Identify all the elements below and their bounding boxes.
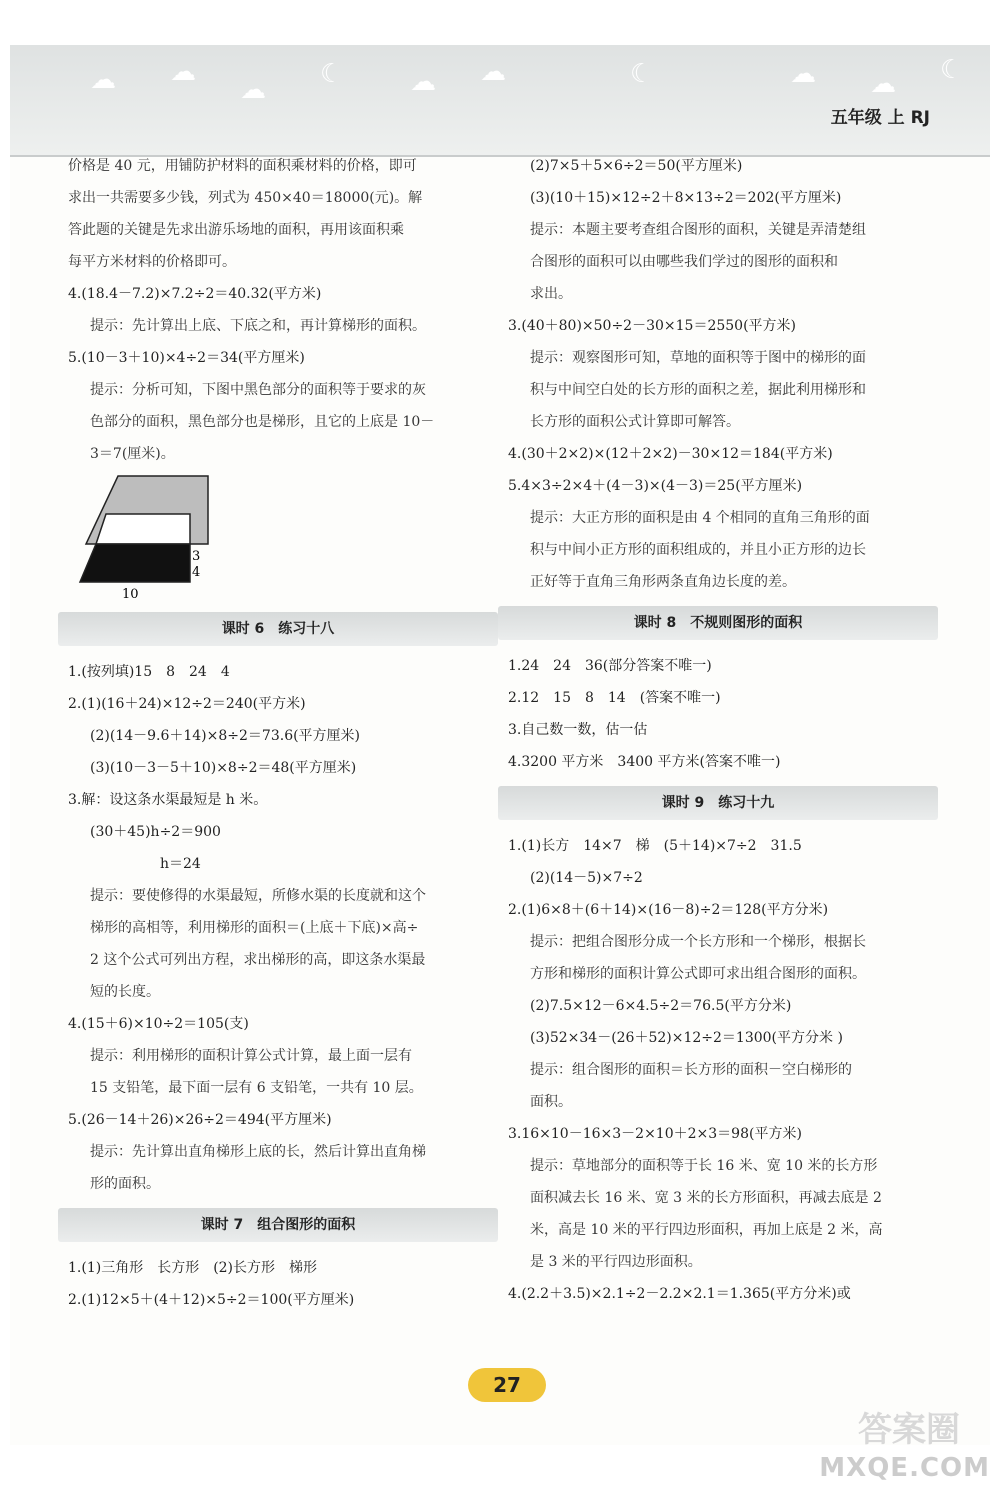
grade-label: 五年级 上 RJ: [830, 108, 930, 128]
hint-line: 提示：分析可知，下图中黑色部分的面积等于要求的灰: [90, 382, 426, 398]
hint-line: 提示：草地部分的面积等于长 16 米、宽 10 米的长方形: [530, 1158, 878, 1174]
answer-line: 3.自己数一数，估一估: [508, 722, 648, 738]
label-10: 10: [122, 587, 139, 602]
moon-icon: ☾: [320, 59, 344, 89]
answer-line: 4.(30＋2×2)×(12＋2×2)－30×12＝184(平方米): [508, 446, 833, 462]
page-header: [10, 45, 990, 157]
hint-line: 短的长度。: [90, 984, 160, 1000]
answer-line: 3.解：设这条水渠最短是 h 米。: [68, 792, 268, 808]
watermark-logo: 答案圈: [858, 1410, 960, 1450]
left-column: [68, 150, 498, 1316]
black-trapezoid: [80, 544, 190, 582]
hint-line: 梯形的高相等，利用梯形的面积＝(上底＋下底)×高÷: [90, 920, 419, 936]
trapezoid-diagram: [78, 474, 248, 604]
cloud-icon: ☁: [410, 67, 436, 97]
white-trapezoid: [96, 514, 190, 544]
hint-line: 提示：先计算出直角梯形上底的长，然后计算出直角梯: [90, 1144, 426, 1160]
trapezoid-figure: [78, 474, 498, 604]
answer-line: 2.(1)6×8＋(6＋14)×(16－8)÷2＝128(平方分米): [508, 902, 829, 918]
right-column: [508, 150, 938, 1310]
hint-line: 米，高是 10 米的平行四边形面积，再加上底是 2 米，高: [530, 1222, 883, 1238]
cloud-icon: ☁: [790, 59, 816, 89]
moon-icon: ☾: [940, 55, 964, 85]
hint-line: 面积。: [530, 1094, 572, 1110]
section-header: 课时 9 练习十九: [498, 786, 938, 820]
answer-line: 1.(1)三角形 长方形 (2)长方形 梯形: [68, 1260, 318, 1276]
cloud-icon: ☁: [240, 75, 266, 105]
answer-line: (30＋45)h÷2＝900: [90, 824, 221, 840]
answer-line: h＝24: [90, 856, 201, 872]
answer-line: (3)(10＋15)×12÷2＋8×13÷2＝202(平方厘米): [530, 190, 842, 206]
answer-line: 2.(1)(16＋24)×12÷2＝240(平方米): [68, 696, 306, 712]
cloud-icon: ☁: [90, 65, 116, 95]
hint-line: 提示：观察图形可知，草地的面积等于图中的梯形的面: [530, 350, 866, 366]
hint-line: 色部分的面积，黑色部分也是梯形，且它的上底是 10－: [90, 414, 435, 430]
answer-line: 4.(15＋6)×10÷2＝105(支): [68, 1016, 249, 1032]
hint-line: 积与中间空白处的长方形的面积之差，据此利用梯形和: [530, 382, 866, 398]
hint-line: 求出一共需要多少钱，列式为 450×40＝18000(元)。解: [68, 190, 423, 206]
answer-line: 2.(1)12×5＋(4＋12)×5÷2＝100(平方厘米): [68, 1292, 355, 1308]
hint-line: 长方形的面积公式计算即可解答。: [530, 414, 740, 430]
answer-line: 4.(2.2＋3.5)×2.1÷2－2.2×2.1＝1.365(平方分米)或: [508, 1286, 851, 1302]
answer-line: (2)(14－5)×7÷2: [530, 870, 643, 886]
hint-line: 答此题的关键是先求出游乐场地的面积，再用该面积乘: [68, 222, 404, 238]
answer-line: (3)(10－3－5＋10)×8÷2＝48(平方厘米): [90, 760, 357, 776]
answer-line: 4.3200 平方米 3400 平方米(答案不唯一): [508, 754, 781, 770]
hint-line: 提示：大正方形的面积是由 4 个相同的直角三角形的面: [530, 510, 870, 526]
hint-line: 提示：把组合图形分成一个长方形和一个梯形，根据长: [530, 934, 866, 950]
answer-line: (3)52×34－(26＋52)×12÷2＝1300(平方分米 ): [530, 1030, 843, 1046]
answer-line: 1.(1)长方 14×7 梯 (5＋14)×7÷2 31.5: [508, 838, 802, 854]
section-header: 课时 8 不规则图形的面积: [498, 606, 938, 640]
hint-line: 提示：先计算出上底、下底之和，再计算梯形的面积。: [90, 318, 426, 334]
hint-line: 提示：本题主要考查组合图形的面积，关键是弄清楚组: [530, 222, 866, 238]
answer-line: (2)(14－9.6＋14)×8÷2＝73.6(平方厘米): [90, 728, 361, 744]
answer-line: 4.(18.4－7.2)×7.2÷2＝40.32(平方米): [68, 286, 322, 302]
page-number: 27: [468, 1368, 546, 1402]
answer-line: 3.(40＋80)×50÷2－30×15＝2550(平方米): [508, 318, 797, 334]
hint-line: 提示：组合图形的面积＝长方形的面积－空白梯形的: [530, 1062, 852, 1078]
hint-line: 求出。: [530, 286, 572, 302]
hint-line: 合图形的面积可以由哪些我们学过的图形的面积和: [530, 254, 838, 270]
hint-line: 每平方米材料的价格即可。: [68, 254, 236, 270]
hint-line: 2 这个公式可列出方程，求出梯形的高，即这条水渠最: [90, 952, 426, 968]
hint-line: 方形和梯形的面积计算公式即可求出组合图形的面积。: [530, 966, 866, 982]
cloud-icon: ☁: [480, 57, 506, 87]
section-header: 课时 6 练习十八: [58, 612, 498, 646]
answer-line: 5.(10－3＋10)×4÷2＝34(平方厘米): [68, 350, 305, 366]
moon-icon: ☾: [630, 59, 654, 89]
hint-line: 3＝7(厘米)。: [90, 446, 175, 462]
label-4: 4: [192, 565, 201, 580]
hint-line: 面积减去长 16 米、宽 3 米的长方形面积，再减去底是 2: [530, 1190, 882, 1206]
hint-line: 是 3 米的平行四边形面积。: [530, 1254, 702, 1270]
answer-line: 5.4×3÷2×4＋(4－3)×(4－3)＝25(平方厘米): [508, 478, 803, 494]
label-3: 3: [192, 549, 201, 564]
hint-line: 提示：要使修得的水渠最短，所修水渠的长度就和这个: [90, 888, 426, 904]
hint-line: 价格是 40 元，用铺防护材料的面积乘材料的价格，即可: [68, 158, 417, 174]
hint-line: 形的面积。: [90, 1176, 160, 1192]
answer-line: 3.16×10－16×3－2×10＋2×3＝98(平方米): [508, 1126, 802, 1142]
answer-line: 1.24 24 36(部分答案不唯一): [508, 658, 712, 674]
answer-line: 2.12 15 8 14 (答案不唯一): [508, 690, 721, 706]
watermark: MXQE.COM: [819, 1453, 990, 1483]
section-header: 课时 7 组合图形的面积: [58, 1208, 498, 1242]
cloud-icon: ☁: [870, 69, 896, 99]
answer-line: (2)7×5＋5×6÷2＝50(平方厘米): [530, 158, 743, 174]
hint-line: 15 支铅笔，最下面一层有 6 支铅笔，一共有 10 层。: [90, 1080, 423, 1096]
answer-line: 1.(按列填)15 8 24 4: [68, 664, 230, 680]
cloud-icon: ☁: [170, 57, 196, 87]
hint-line: 积与中间小正方形的面积组成的，并且小正方形的边长: [530, 542, 866, 558]
hint-line: 提示：利用梯形的面积计算公式计算，最上面一层有: [90, 1048, 412, 1064]
hint-line: 正好等于直角三角形两条直角边长度的差。: [530, 574, 796, 590]
answer-line: 5.(26－14＋26)×26÷2＝494(平方厘米): [68, 1112, 332, 1128]
answer-line: (2)7.5×12－6×4.5÷2＝76.5(平方分米): [530, 998, 792, 1014]
